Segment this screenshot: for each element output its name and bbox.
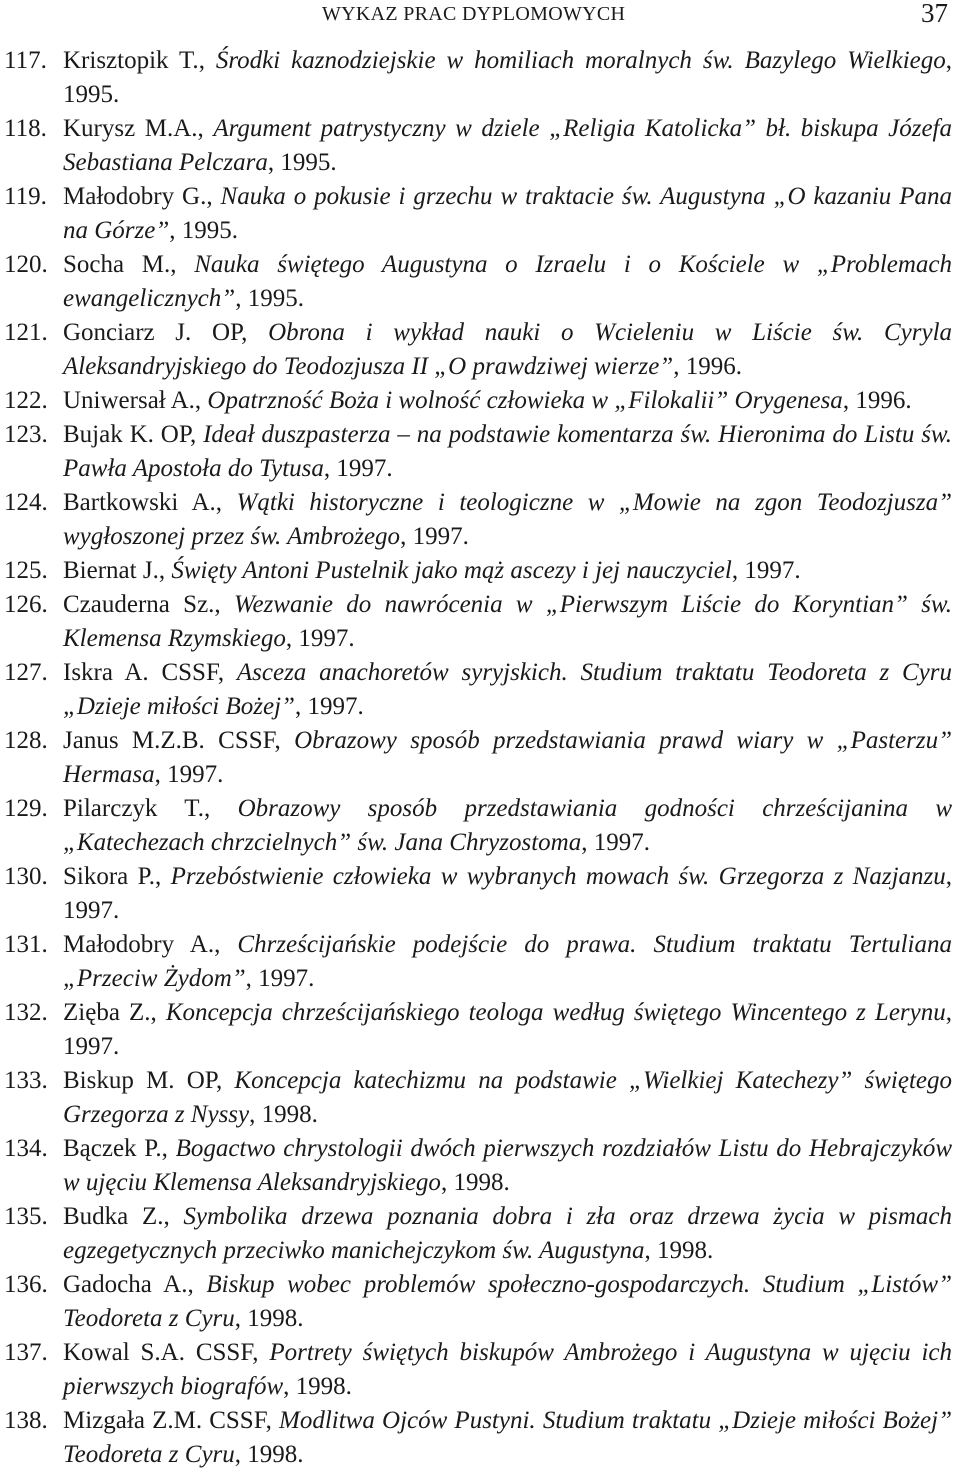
- entry-number: 137.: [4, 1339, 48, 1366]
- entry-separator: ,: [252, 1339, 270, 1366]
- entry-year: , 1998.: [234, 1441, 304, 1468]
- entry-number: 118.: [4, 115, 47, 142]
- entry-title: Portrety świętych biskupów Ambrożego i Augustyna w ujęciu ich pierwszych biografów: [63, 1339, 952, 1400]
- entry-title: Ideał duszpasterza – na podstawie komentarza św. Hieronima do Listu św. Pawła Apostoła do Tytusa: [63, 421, 952, 482]
- list-item: [0, 996, 960, 1064]
- entry-separator: ,: [161, 1135, 176, 1162]
- entry-separator: ,: [206, 183, 221, 210]
- entry-year: , 1997.: [294, 693, 364, 720]
- list-item: [0, 554, 960, 588]
- entry-year: , 1997.: [731, 557, 801, 584]
- entry-number: 135.: [4, 1203, 48, 1230]
- entry-author: Iskra A. CSSF: [63, 659, 218, 686]
- entry-title: Nauka świętego Augustyna o Izraelu i o Kościele w „Problemach ewangelicznych”: [63, 251, 953, 312]
- list-item: [0, 860, 960, 928]
- entry-author: Bączek P.: [63, 1135, 162, 1162]
- entry-number: 117.: [4, 47, 47, 74]
- entry-number: 123.: [4, 421, 48, 448]
- entry-author: Sikora P.: [63, 863, 156, 890]
- entry-separator: ,: [214, 931, 238, 958]
- entry-author: Kurysz M.A.: [63, 115, 198, 142]
- entry-year: , 1998.: [440, 1169, 510, 1196]
- entry-author: Mizgała Z.M. CSSF: [63, 1407, 266, 1434]
- entry-separator: ,: [155, 863, 171, 890]
- entry-title: Symbolika drzewa poznania dobra i zła oraz drzewa życia w pismach egzegetycznych przeciwko manichejczykom św. Augustyna: [63, 1203, 953, 1264]
- entry-author: Małodobry G.: [63, 183, 207, 210]
- entry-author: Kowal S.A. CSSF: [63, 1339, 253, 1366]
- entry-author: Uniwersał A.: [63, 387, 195, 414]
- entry-separator: ,: [274, 727, 295, 754]
- entry-separator: ,: [197, 115, 214, 142]
- entry-author: Biernat J.: [63, 557, 159, 584]
- entry-title: Koncepcja chrześcijańskiego teologa według świętego Wincentego z Lerynu: [165, 999, 946, 1026]
- entry-separator: ,: [214, 591, 234, 618]
- entry-number: 120.: [4, 251, 48, 278]
- entry-number: 134.: [4, 1135, 48, 1162]
- header-title: WYKAZ PRAC DYPLOMOWYCH: [322, 3, 626, 25]
- entry-title: Święty Antoni Pustelnik jako mąż ascezy i jej nauczyciel: [171, 557, 732, 584]
- page-number: 37: [921, 0, 948, 28]
- entry-title: Modlitwa Ojców Pustyni. Studium traktatu „Dzieje miłości Bożej” Teodoreta z Cyru: [63, 1407, 952, 1468]
- entry-number: 131.: [4, 931, 48, 958]
- running-header: [0, 0, 960, 34]
- entry-year: , 1997.: [245, 965, 315, 992]
- list-item: [0, 1268, 960, 1336]
- entry-title: Obrazowy sposób przedstawiania godności chrześcijanina w „Katechezach chrzcielnych” św. Jana Chryzostoma: [63, 795, 953, 856]
- list-item: [0, 792, 960, 860]
- list-item: [0, 316, 960, 384]
- entry-number: 132.: [4, 999, 48, 1026]
- entry-title: Przebóstwienie człowieka w wybranych mowach św. Grzegorza z Nazjanzu: [170, 863, 946, 890]
- entry-year: , 1997.: [285, 625, 355, 652]
- entry-separator: ,: [194, 387, 208, 414]
- entry-author: Gadocha A.: [63, 1271, 188, 1298]
- entry-number: 129.: [4, 795, 48, 822]
- entry-author: Czauderna Sz.: [63, 591, 215, 618]
- entry-separator: ,: [170, 251, 195, 278]
- list-item: [0, 180, 960, 248]
- entry-title: Wezwanie do nawrócenia w „Pierwszym Liście do Koryntian” św. Klemensa Rzymskiego: [63, 591, 952, 652]
- entry-number: 124.: [4, 489, 48, 516]
- entry-separator: ,: [187, 1271, 207, 1298]
- entry-author: Bujak K. OP: [63, 421, 190, 448]
- entry-title: Chrześcijańskie podejście do prawa. Studium traktatu Tertuliana „Przeciw Żydom”: [63, 931, 952, 992]
- list-item: [0, 656, 960, 724]
- entry-separator: ,: [215, 1067, 235, 1094]
- entry-number: 125.: [4, 557, 48, 584]
- entry-year: , 1995.: [63, 47, 952, 108]
- entry-year: , 1997.: [63, 999, 952, 1060]
- entry-title: Bogactwo chrystologii dwóch pierwszych rozdziałów Listu do Hebrajczyków w ujęciu Klemensa Aleksandryjskiego: [63, 1135, 952, 1196]
- entry-author: Janus M.Z.B. CSSF: [63, 727, 275, 754]
- list-item: [0, 1132, 960, 1200]
- entry-title: Obrona i wykład nauki o Wcieleniu w Liście św. Cyryla Aleksandryjskiego do Teodozjusza II „O prawdziwej wierze”: [63, 319, 953, 380]
- entry-year: , 1995.: [267, 149, 337, 176]
- list-item: [0, 418, 960, 486]
- list-item: [0, 1404, 960, 1472]
- entry-author: Socha M.: [63, 251, 171, 278]
- entry-year: , 1997.: [154, 761, 224, 788]
- entry-author: Bartkowski A.: [63, 489, 216, 516]
- entry-separator: ,: [158, 557, 172, 584]
- entry-year: , 1996.: [842, 387, 912, 414]
- entry-year: , 1995.: [169, 217, 239, 244]
- entry-separator: ,: [198, 47, 216, 74]
- entry-number: 119.: [4, 183, 47, 210]
- entry-author: Budka Z.: [63, 1203, 164, 1230]
- thesis-list: [0, 44, 960, 1472]
- entry-year: , 1998.: [234, 1305, 304, 1332]
- entry-separator: ,: [241, 319, 269, 346]
- entry-separator: ,: [215, 489, 237, 516]
- entry-year: , 1998.: [644, 1237, 714, 1264]
- entry-title: Środki kaznodziejskie w homiliach moralnych św. Bazylego Wielkiego: [215, 47, 946, 74]
- entry-author: Pilarczyk T.: [63, 795, 204, 822]
- entry-separator: ,: [217, 659, 237, 686]
- entry-separator: ,: [203, 795, 238, 822]
- list-item: [0, 928, 960, 996]
- list-item: [0, 1200, 960, 1268]
- entry-title: Obrazowy sposób przedstawiania prawd wiary w „Pasterzu” Hermasa: [63, 727, 952, 788]
- entry-year: , 1997.: [63, 863, 953, 924]
- entry-year: , 1996.: [673, 353, 742, 380]
- entry-year: , 1997.: [323, 455, 393, 482]
- entry-number: 122.: [4, 387, 48, 414]
- list-item: [0, 486, 960, 554]
- entry-number: 121.: [4, 319, 48, 346]
- entry-title: Opatrzność Boża i wolność człowieka w „Filokalii” Orygenesa: [207, 387, 843, 414]
- entry-separator: ,: [150, 999, 166, 1026]
- entry-year: , 1997.: [581, 829, 650, 856]
- list-item: [0, 1336, 960, 1404]
- list-item: [0, 44, 960, 112]
- entry-number: 126.: [4, 591, 48, 618]
- entry-number: 128.: [4, 727, 48, 754]
- entry-number: 136.: [4, 1271, 48, 1298]
- list-item: [0, 112, 960, 180]
- entry-author: Małodobry A.: [63, 931, 215, 958]
- entry-title: Wątki historyczne i teologiczne w „Mowie na zgon Teodozjusza” wygłoszonej przez św. Ambrożego: [63, 489, 952, 550]
- entry-year: , 1997.: [400, 523, 469, 550]
- entry-author: Biskup M. OP: [63, 1067, 216, 1094]
- list-item: [0, 588, 960, 656]
- entry-title: Nauka o pokusie i grzechu w traktacie św. Augustyna „O kazaniu Pana na Górze”: [63, 183, 952, 244]
- entry-separator: ,: [265, 1407, 280, 1434]
- entry-author: Krisztopik T.: [63, 47, 199, 74]
- entry-number: 130.: [4, 863, 48, 890]
- entry-title: Biskup wobec problemów społeczno-gospodarczych. Studium „Listów” Teodoreta z Cyru: [63, 1271, 952, 1332]
- entry-title: Argument patrystyczny w dziele „Religia Katolicka” bł. biskupa Józefa Sebastiana Pelczara: [63, 115, 952, 176]
- entry-year: , 1995.: [235, 285, 304, 312]
- entry-title: Asceza anachoretów syryjskich. Studium traktatu Teodoreta z Cyru „Dzieje miłości Bożej”: [63, 659, 952, 720]
- list-item: [0, 248, 960, 316]
- entry-title: Koncepcja katechizmu na podstawie „Wielkiej Katechezy” świętego Grzegorza z Nyssy: [63, 1067, 953, 1128]
- entry-author: Gonciarz J. OP: [63, 319, 242, 346]
- entry-separator: ,: [163, 1203, 184, 1230]
- list-item: [0, 1064, 960, 1132]
- list-item: [0, 384, 960, 418]
- entry-year: , 1998.: [249, 1101, 318, 1128]
- entry-author: Zięba Z.: [63, 999, 151, 1026]
- entry-number: 133.: [4, 1067, 48, 1094]
- entry-separator: ,: [189, 421, 204, 448]
- entry-year: , 1998.: [283, 1373, 352, 1400]
- entry-number: 138.: [4, 1407, 48, 1434]
- entry-number: 127.: [4, 659, 48, 686]
- list-item: [0, 724, 960, 792]
